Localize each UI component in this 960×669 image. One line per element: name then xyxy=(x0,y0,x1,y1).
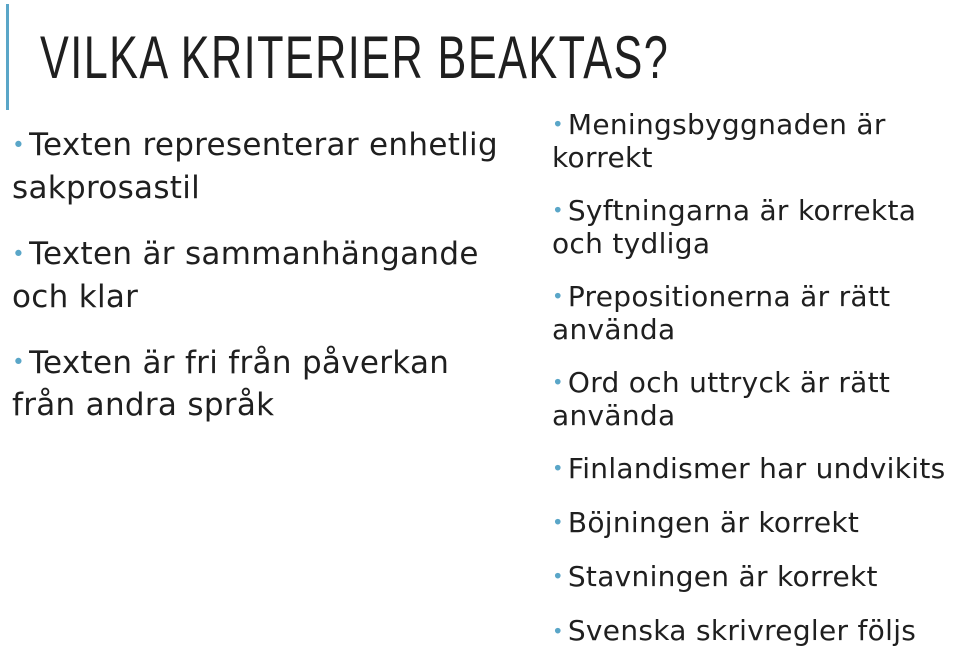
left-criteria-list xyxy=(12,124,512,450)
list-item xyxy=(552,452,956,485)
list-item-text: Texten är sammanhängande och klar xyxy=(12,235,479,315)
list-item xyxy=(552,280,956,346)
bullet-icon: • xyxy=(552,457,564,481)
right-criteria-list xyxy=(552,108,956,669)
list-item-text: Böjningen är korrekt xyxy=(567,506,860,540)
bullet-icon: • xyxy=(552,565,564,589)
list-item-text: Finlandismer har undvikits xyxy=(567,452,946,486)
list-item xyxy=(552,614,956,647)
list-item xyxy=(12,342,512,427)
bullet-icon: • xyxy=(552,511,564,535)
list-item-text: Ord och uttryck är rätt använda xyxy=(552,366,891,433)
bullet-icon: • xyxy=(552,371,564,395)
list-item-text: Texten är fri från påverkan från andra språk xyxy=(12,344,450,424)
list-item-text: Meningsbyggnaden är korrekt xyxy=(552,108,886,175)
list-item xyxy=(12,233,512,318)
list-item-text: Syftningarna är korrekta och tydliga xyxy=(552,194,917,261)
bullet-icon: • xyxy=(552,113,564,137)
list-item-text: Svenska skrivregler följs xyxy=(567,614,917,648)
list-item xyxy=(552,108,956,174)
list-item-text: Prepositionerna är rätt använda xyxy=(552,280,891,347)
bullet-icon: • xyxy=(552,199,564,223)
list-item xyxy=(552,194,956,260)
bullet-icon: • xyxy=(12,241,26,267)
slide-title: VILKA KRITERIER BEAKTAS? xyxy=(40,24,670,91)
list-item-text: Stavningen är korrekt xyxy=(567,560,878,594)
list-item xyxy=(552,560,956,593)
bullet-icon: • xyxy=(552,285,564,309)
bullet-icon: • xyxy=(552,619,564,643)
list-item xyxy=(12,124,512,209)
bullet-icon: • xyxy=(12,132,26,158)
list-item-text: Texten representerar enhetlig sakprosastil xyxy=(12,127,498,206)
bullet-icon: • xyxy=(12,350,26,376)
title-accent-bar xyxy=(6,4,9,110)
list-item xyxy=(552,366,956,432)
list-item xyxy=(552,506,956,539)
